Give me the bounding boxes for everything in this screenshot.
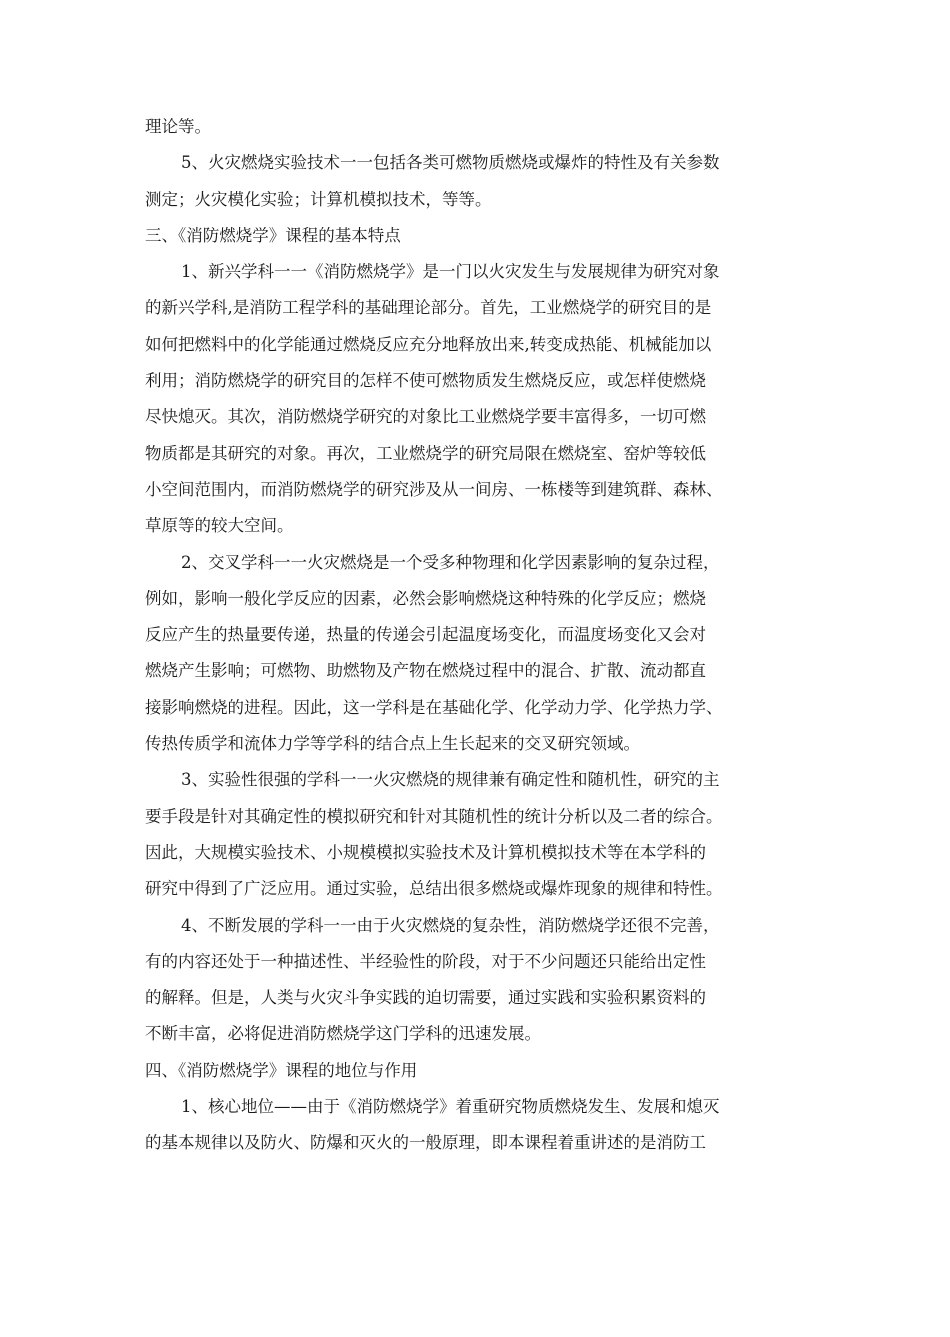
text-line: 物质都是其研究的对象。再次，工业燃烧学的研究局限在燃烧室、窑炉等较低 — [145, 443, 706, 463]
text-line: 4、不断发展的学科一一由于火灾燃烧的复杂性，消防燃烧学还很不完善， — [181, 915, 720, 935]
text-line: 1、新兴学科一一《消防燃烧学》是一门以火灾发生与发展规律为研究对象 — [181, 262, 720, 282]
text-line: 反应产生的热量要传递，热量的传递会引起温度场变化，而温度场变化又会对 — [145, 625, 706, 645]
text-line: 小空间范围内，而消防燃烧学的研究涉及从一间房、一栋楼等到建筑群、森林、 — [145, 479, 723, 499]
text-line: 理论等。 — [145, 117, 211, 136]
text-line: 3、实验性很强的学科一一火灾燃烧的规律兼有确定性和随机性，研究的主 — [181, 770, 720, 790]
text-line: 有的内容还处于一种描述性、半经验性的阶段，对于不少问题还只能给出定性 — [145, 951, 706, 971]
text-line: 草原等的较大空间。 — [145, 516, 294, 536]
text-line: 不断丰富，必将促进消防燃烧学这门学科的迅速发展。 — [145, 1024, 541, 1044]
text-line: 的解释。但是，人类与火灾斗争实践的迫切需要，通过实践和实验积累资料的 — [145, 988, 706, 1008]
section-heading: 三、《消防燃烧学》课程的基本特点 — [145, 225, 401, 245]
text-line: 的基本规律以及防火、防爆和灭火的一般原理，即本课程着重讲述的是消防工 — [145, 1133, 706, 1153]
text-line: 1、核心地位——由于《消防燃烧学》着重研究物质燃烧发生、发展和熄灭 — [181, 1097, 720, 1117]
text-line: 研究中得到了广泛应用。通过实验，总结出很多燃烧或爆炸现象的规律和特性。 — [145, 879, 723, 899]
text-line: 测定；火灾模化实验；计算机模拟技术，等等。 — [145, 189, 492, 209]
text-line: 因此，大规模实验技术、小规模模拟实验技术及计算机模拟技术等在本学科的 — [145, 842, 706, 862]
text-line: 尽快熄灭。其次，消防燃烧学研究的对象比工业燃烧学要丰富得多，一切可燃 — [145, 407, 706, 427]
text-line: 5、火灾燃烧实验技术一一包括各类可燃物质燃烧或爆炸的特性及有关参数 — [181, 153, 720, 173]
text-line: 例如，影响一般化学反应的因素，必然会影响燃烧这种特殊的化学反应；燃烧 — [145, 588, 706, 608]
text-line: 2、交叉学科一一火灾燃烧是一个受多种物理和化学因素影响的复杂过程， — [181, 552, 720, 572]
text-line: 利用；消防燃烧学的研究目的怎样不使可燃物质发生燃烧反应，或怎样使燃烧 — [145, 371, 706, 391]
text-line: 传热传质学和流体力学等学科的结合点上生长起来的交叉研究领域。 — [145, 734, 640, 754]
text-line: 如何把燃料中的化学能通过燃烧反应充分地释放出来,转变成热能、机械能加以 — [145, 334, 712, 354]
text-line: 的新兴学科,是消防工程学科的基础理论部分。首先，工业燃烧学的研究目的是 — [145, 298, 712, 318]
text-line: 接影响燃烧的进程。因此，这一学科是在基础化学、化学动力学、化学热力学、 — [145, 697, 723, 717]
text-line: 要手段是针对其确定性的模拟研究和针对其随机性的统计分析以及二者的综合。 — [145, 806, 723, 826]
text-line: 燃烧产生影响；可燃物、助燃物及产物在燃烧过程中的混合、扩散、流动都直 — [145, 661, 706, 681]
document-body — [145, 109, 825, 1162]
section-heading: 四、《消防燃烧学》课程的地位与作用 — [145, 1060, 418, 1080]
